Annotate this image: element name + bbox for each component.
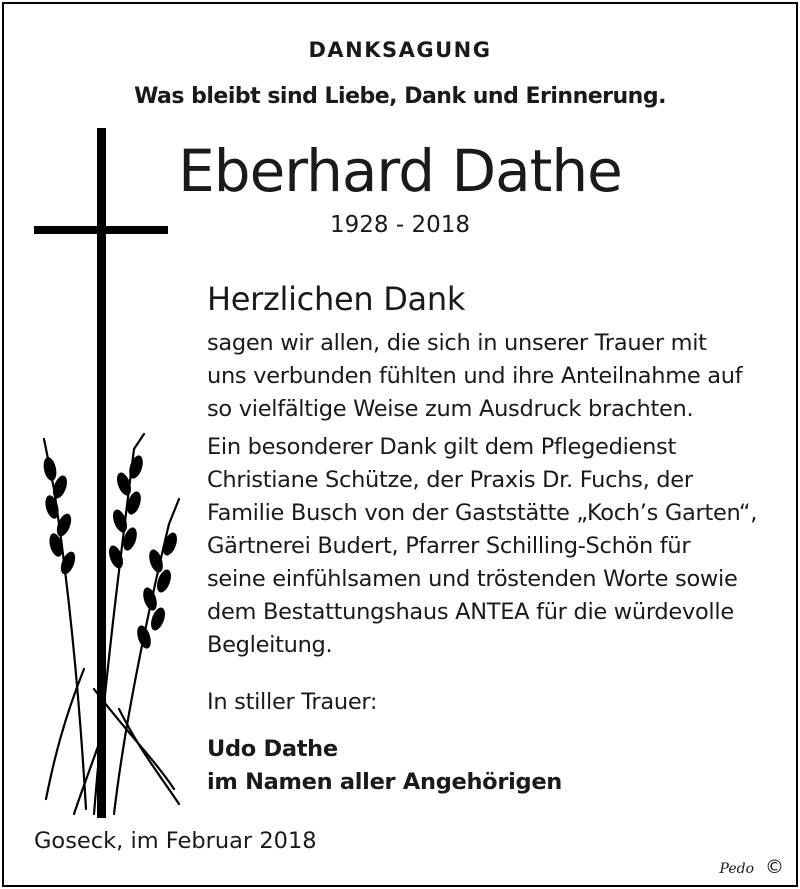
cross-horizontal-bar: [34, 226, 168, 234]
closing-line: In stiller Trauer:: [207, 689, 378, 715]
notice-body: [207, 274, 767, 799]
deceased-name: Eberhard Dathe: [178, 137, 622, 205]
obituary-notice: [2, 2, 798, 887]
thanks-paragraph-1: sagen wir allen, die sich in unserer Trauer mit uns verbunden fühlten und ihre Anteilnahme auf so vielfältige Weise zum Ausdruck brachten.: [207, 330, 743, 422]
wheat-ears-icon: [24, 429, 194, 819]
signer-names: Udo Dathe im Namen aller Angehörigen: [207, 736, 563, 795]
notice-heading: DANKSAGUNG: [308, 38, 492, 62]
thanks-paragraph-2: Ein besonderer Dank gilt dem Pflegedienst Christiane Schütze, der Praxis Dr. Fuchs, der Familie Busch von der Gaststätte „Koch’s Garten“, Gärtnerei Budert, Pfarrer Schilling-Schön für seine einfühlsamen und tröstenden Worte sowie dem Bestattungshaus ANTEA für die würdevolle Begleitung.: [207, 434, 758, 658]
place-date: Goseck, im Februar 2018: [34, 828, 317, 854]
thanks-heading: Herzlichen Dank: [207, 280, 466, 318]
notice-motto: Was bleibt sind Liebe, Dank und Erinnerung.: [134, 84, 666, 109]
copyright-icon: ©: [765, 856, 784, 878]
life-years: 1928 - 2018: [330, 212, 470, 238]
studio-mark: Pedo: [719, 861, 754, 877]
